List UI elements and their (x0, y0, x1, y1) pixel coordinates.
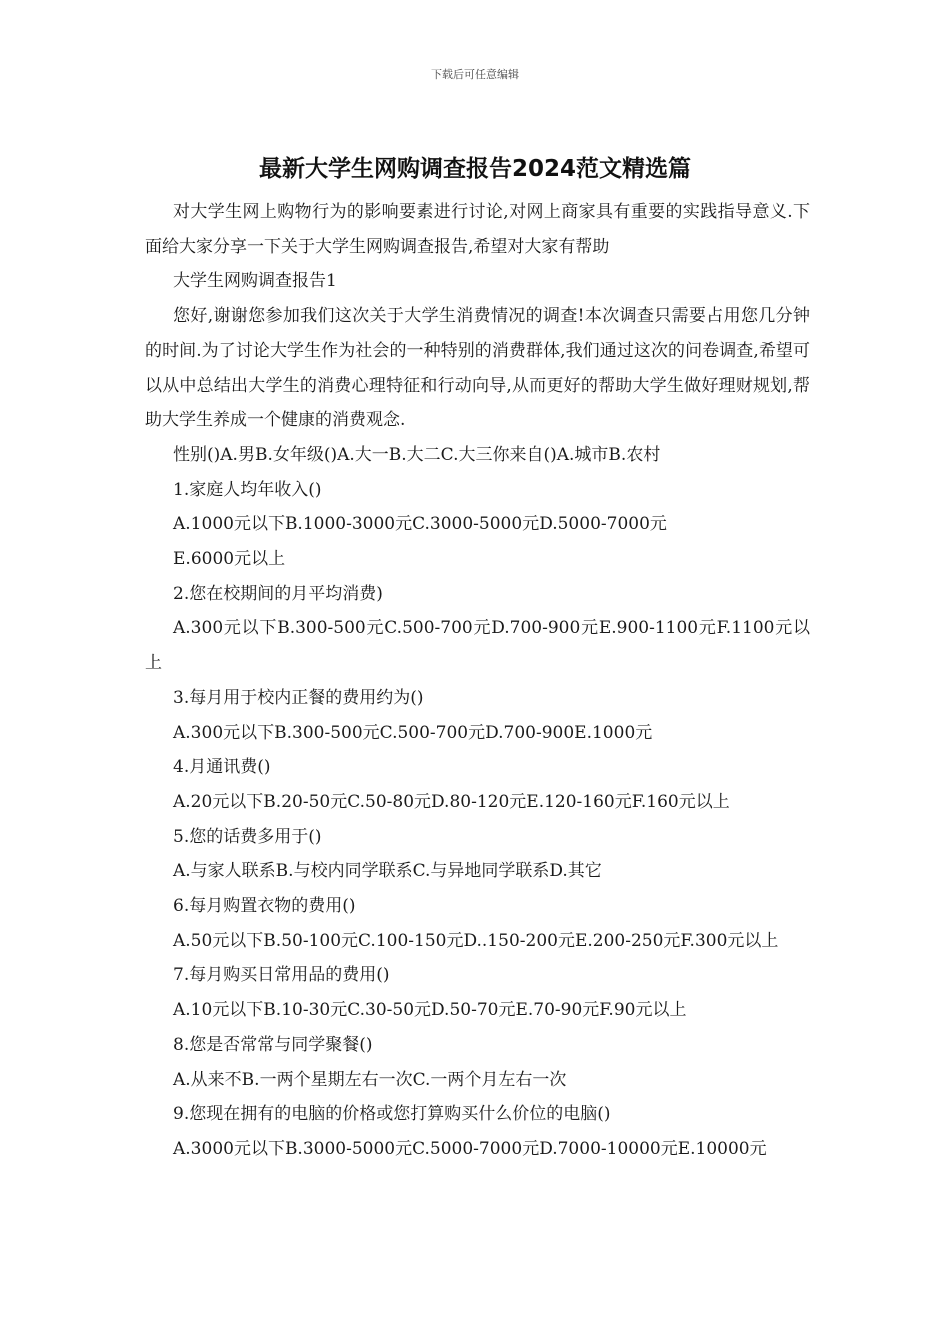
question-6: 6.每月购置衣物的费用() (173, 896, 356, 917)
question-5-options: A.与家人联系B.与校内同学联系C.与异地同学联系D.其它 (173, 861, 602, 882)
question-4-options: A.20元以下B.20-50元C.50-80元D.80-120元E.120-160元F.160元以上 (173, 791, 730, 812)
demographics-question: 性别()A.男B.女年级()A.大一B.大二C.大三你来自()A.城市B.农村 (173, 444, 661, 465)
greeting-paragraph: 您好,谢谢您参加我们这次关于大学生消费情况的调查!本次调查只需要占用您几分钟的时间.为了讨论大学生作为社会的一种特别的消费群体,我们通过这次的问卷调查,希望可以从中总结出大学生的消费心理特征和行动向导,从而更好的帮助大学生做好理财规划,帮助大学生养成一个健康的消费观念. (145, 306, 810, 431)
question-6-options: A.50元以下B.50-100元C.100-150元D..150-200元E.200-250元F.300元以上 (173, 930, 779, 951)
question-3: 3.每月用于校内正餐的费用约为() (173, 687, 424, 708)
document-title: 最新大学生网购调查报告2024范文精选篇 (258, 156, 691, 182)
question-5: 5.您的话费多用于() (173, 826, 322, 847)
question-4: 4.月通讯费() (173, 757, 271, 778)
page-header-note: 下载后可任意编辑 (431, 68, 519, 81)
question-2-options: A.300元以下B.300-500元C.500-700元D.700-900元E.900-1100元F.1100元以上 (145, 618, 810, 674)
question-7: 7.每月购买日常用品的费用() (173, 965, 390, 986)
question-1-options: A.1000元以下B.1000-3000元C.3000-5000元D.5000-7000元 (173, 514, 667, 535)
question-3-options: A.300元以下B.300-500元C.500-700元D.700-900E.1000元 (173, 722, 653, 743)
intro-paragraph: 对大学生网上购物行为的影响要素进行讨论,对网上商家具有重要的实践指导意义.下面给大家分享一下关于大学生网购调查报告,希望对大家有帮助 (145, 202, 810, 257)
section-heading: 大学生网购调查报告1 (173, 271, 337, 292)
question-8-options: A.从来不B.一两个星期左右一次C.一两个月左右一次 (173, 1069, 567, 1090)
question-7-options: A.10元以下B.10-30元C.30-50元D.50-70元E.70-90元F.90元以上 (173, 1000, 687, 1021)
question-9-options: A.3000元以下B.3000-5000元C.5000-7000元D.7000-10000元E.10000元 (173, 1138, 767, 1159)
document-body (145, 195, 810, 1167)
question-1-options-cont: E.6000元以上 (173, 549, 286, 570)
question-9: 9.您现在拥有的电脑的价格或您打算购买什么价位的电脑() (173, 1104, 611, 1125)
question-2: 2.您在校期间的月平均消费) (173, 583, 383, 604)
question-8: 8.您是否常常与同学聚餐() (173, 1034, 373, 1055)
question-1: 1.家庭人均年收入() (173, 479, 322, 500)
